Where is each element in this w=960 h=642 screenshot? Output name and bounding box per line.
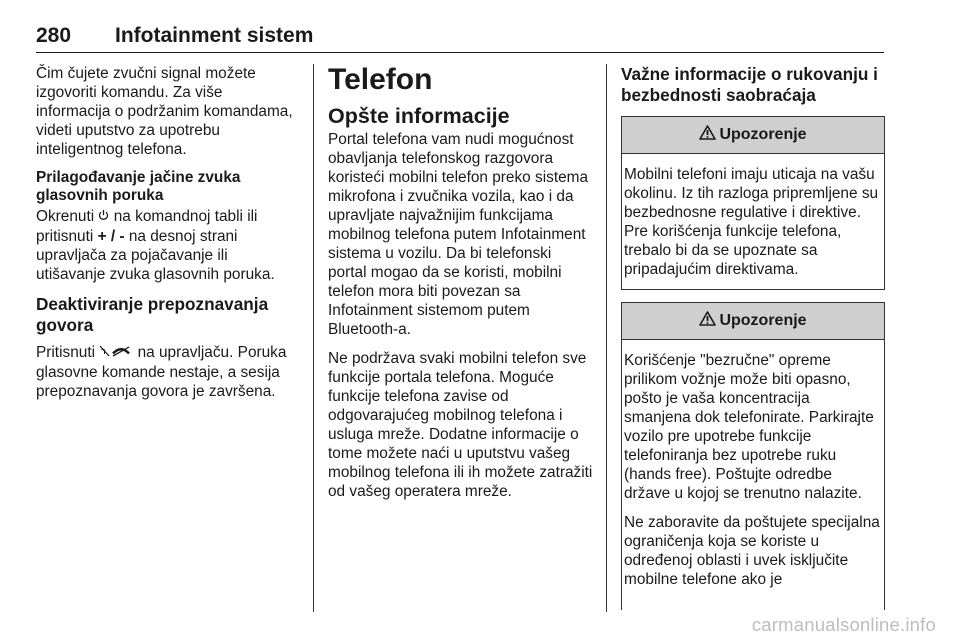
warning-triangle-icon [699,125,719,145]
text: na upravljaču. Poruka glasovne komande nestaje, a sesija prepoznavanja govora je završena. [36,344,287,400]
column-middle [328,64,594,511]
warning-title: Upozorenje [719,312,807,329]
paragraph: Portal telefona vam nudi mogućnost obavljanja telefonskog razgovora koristeći mobilni telefon preko sistema mikrofona i zvučnika vozila, kao i da upravljate najvažnijim funkcijama mobilnog telefona putem Infotainment sistema u vozilu. Da bi telefonski portal mogao da se koristi, mobilni telefon mora biti povezan sa Infotainment sistemom putem Bluetooth-a. [328,131,589,338]
column-right [621,64,885,610]
warning-body [622,154,884,279]
warning-header [622,303,884,340]
paragraph [36,207,300,284]
page-number: 280 [36,24,72,47]
paragraph: Ne podržava svaki mobilni telefon sve funkcije portala telefona. Moguće funkcije telefona zavise od odgovarajućeg mobilnog telefona i usluga mreže. Dodatne informacije o tome možete naći u uputstvu vašeg mobilnog telefona ili ih možete zatražiti od vašeg operatera mreže. [328,350,593,500]
text: na komandnoj tabli ili pritisnuti [36,208,258,245]
voice-hangup-icon [99,344,133,363]
text: Pritisnuti [36,344,100,361]
page-header [36,22,884,53]
section-subtitle: Opšte informacije [328,104,510,128]
warning-header [622,117,884,154]
column-left [36,64,300,411]
section-heading-safety: Važne informacije o rukovanju i bezbednosti saobraćaja [621,64,878,105]
warning-box [621,302,885,610]
warning-triangle-icon [699,311,719,331]
bold-text: + / - [97,228,125,245]
text: na desnoj strani upravljača za pojačavanje ili utišavanje zvuka glasovnih poruka. [36,228,275,283]
paragraph: Ne zaboravite da poštujete specijalna ograničenja koja se koriste u određenoj oblasti i uvek isključite mobilne telefone ako je [624,514,880,588]
paragraph: Čim čujete zvučni signal možete izgovoriti komandu. Za više informacija o podržanim komandama, videti uputstvo za upotrebu inteligentnog telefona. [36,65,293,158]
text: Okrenuti [36,208,99,225]
column-divider [606,64,607,612]
paragraph [36,343,300,401]
watermark: carmanualsonline.info [751,614,936,635]
paragraph: Mobilni telefoni imaju uticaja na vašu okolinu. Iz tih razloga pripremljene su bezbednosne regulative i direktive. Pre korišćenja funkcije telefona, trebalo bi da se upoznate sa pripadajućim direktivama. [624,166,879,278]
warning-body [622,340,884,610]
warning-box [621,116,885,290]
section-heading-deactivate: Deaktiviranje prepoznavanja govora [36,294,269,335]
section-heading-volume: Prilagođavanje jačine zvuka glasovnih poruka [36,169,241,204]
power-knob-icon [98,208,109,227]
chapter-title: Infotainment sistem [115,24,314,47]
paragraph: Korišćenje "bezručne" opreme prilikom vožnje može biti opasno, pošto je vaša koncentracija smanjena dok telefonirate. Parkirajte vozilo pre upotrebe funkcije telefoniranja bez upotrebe ruku (hands free). Poštujte odredbe države u kojoj se trenutno nalazite. [624,352,874,502]
column-divider [313,64,314,612]
warning-title: Upozorenje [719,126,807,143]
section-title: Telefon [328,63,433,96]
